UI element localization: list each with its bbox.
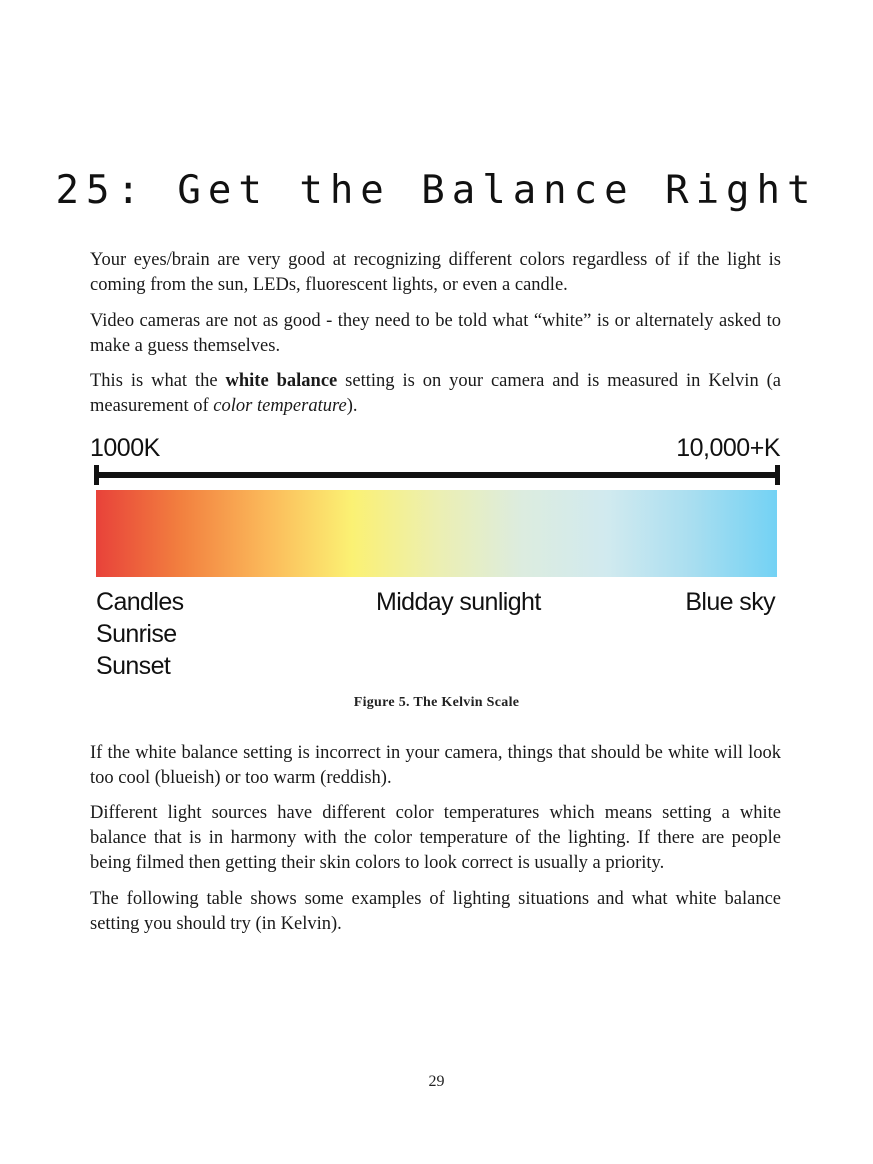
- scale-axis-left-cap: [94, 465, 99, 485]
- color-temperature-gradient: [96, 490, 777, 577]
- label-candles: Candles: [96, 588, 184, 616]
- body-paragraph-2: Different light sources have different color temperatures which means setting a white balance that is in harmony with the color temperature of the lighting. If there are people being filmed then getting their skin colors to look correct is usually a priority.: [90, 803, 781, 873]
- scale-max-label: 10,000+K: [676, 434, 780, 462]
- text-run: ).: [346, 396, 358, 416]
- warm-light-labels: [96, 586, 184, 682]
- body-paragraph-1: If the white balance setting is incorrect in your camera, things that should be white will look too cool (blueish) or too warm (reddish).: [90, 743, 781, 788]
- text-run: This is what the: [90, 371, 226, 391]
- scale-min-label: 1000K: [90, 434, 160, 462]
- scale-axis-line: [94, 472, 780, 478]
- intro-paragraph-2: Video cameras are not as good - they need to be told what “white” is or alternately asked to make a guess themselves.: [90, 311, 781, 356]
- text-run: setting is on your camera and is measured in Kelvin (a measurement of: [90, 371, 781, 416]
- term-color-temperature: color temperature: [213, 396, 347, 416]
- scale-axis-right-cap: [775, 465, 780, 485]
- label-sunset: Sunset: [96, 652, 171, 680]
- label-sunrise: Sunrise: [96, 620, 177, 648]
- page-number: 29: [428, 1073, 445, 1090]
- label-midday-sunlight: Midday sunlight: [376, 588, 541, 616]
- intro-paragraph-3: [90, 369, 781, 419]
- chapter-title: 25: Get the Balance Right: [55, 168, 818, 213]
- intro-paragraph-1: Your eyes/brain are very good at recognizing different colors regardless of if the light is coming from the sun, LEDs, fluorescent lights, or even a candle.: [90, 250, 781, 295]
- term-white-balance: white balance: [225, 371, 338, 391]
- figure-caption: Figure 5. The Kelvin Scale: [353, 695, 520, 710]
- body-paragraph-3: The following table shows some examples of lighting situations and what white balance setting you should try (in Kelvin).: [90, 889, 781, 934]
- label-blue-sky: Blue sky: [685, 588, 775, 616]
